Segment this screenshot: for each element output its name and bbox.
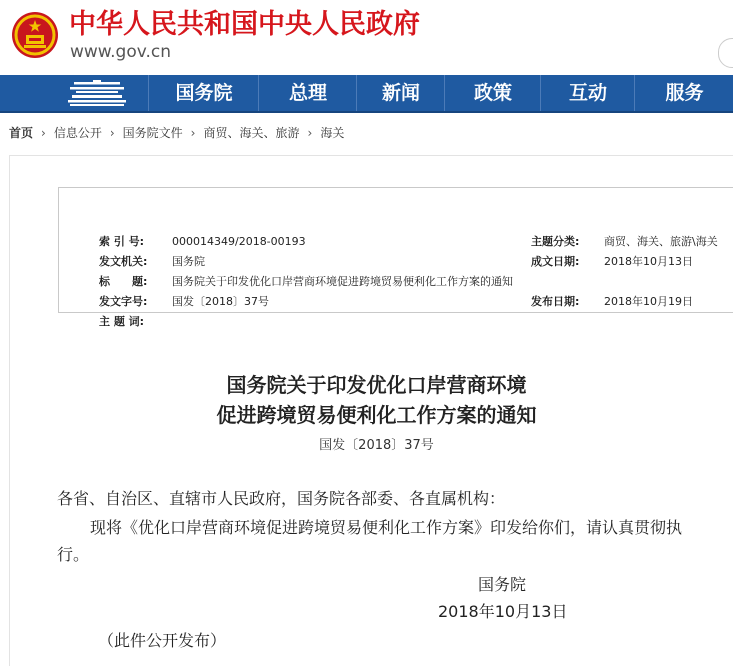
article-container — [9, 155, 733, 666]
written-date-label: 成文日期: — [531, 255, 580, 268]
chevron-right-icon: › — [190, 126, 196, 140]
signature: 国务院 — [478, 575, 527, 594]
document-metadata-table — [58, 187, 733, 328]
meta-row-subject — [99, 313, 172, 331]
salutation: 各省、自治区、直辖市人民政府，国务院各部委、各直属机构： — [57, 489, 506, 508]
nav-item-premier[interactable]: 总理 — [258, 75, 357, 111]
chevron-right-icon: › — [41, 126, 46, 140]
publish-date-value: 2018年10月19日 — [604, 295, 693, 308]
chevron-right-icon: › — [307, 126, 313, 140]
document-number: 国发〔2018〕37号 — [319, 438, 434, 453]
chevron-right-icon: › — [109, 126, 115, 140]
body-line-2: 行。 — [57, 545, 90, 564]
site-header — [0, 0, 733, 75]
tiananmen-home-icon[interactable] — [0, 75, 148, 111]
meta-row-issuer — [99, 253, 205, 271]
title-label: 标 题: — [99, 275, 148, 288]
written-date-value: 2018年10月13日 — [604, 255, 693, 268]
breadcrumb-info-disclosure-link[interactable]: 信息公开 — [53, 126, 102, 140]
document-title-line-1: 国务院关于印发优化口岸营商环境 — [226, 373, 527, 397]
issue-date: 2018年10月13日 — [438, 602, 568, 621]
nav-item-interaction[interactable]: 互动 — [540, 75, 635, 111]
search-box[interactable] — [718, 38, 733, 68]
index-value: 000014349/2018-00193 — [172, 235, 306, 248]
docno-label: 发文字号: — [99, 295, 148, 308]
site-url: www.gov.cn — [70, 42, 172, 62]
national-emblem-icon — [11, 11, 59, 59]
nav-item-services[interactable]: 服务 — [634, 75, 733, 111]
index-label: 索 引 号: — [99, 235, 145, 248]
breadcrumb-home-link[interactable]: 首页 — [9, 126, 34, 140]
docno-value: 国发〔2018〕37号 — [172, 295, 269, 308]
nav-item-news[interactable]: 新闻 — [356, 75, 445, 111]
publish-date-label: 发布日期: — [531, 295, 580, 308]
publication-note: （此件公开发布） — [98, 631, 227, 650]
document-title-line-2: 促进跨境贸易便利化工作方案的通知 — [216, 403, 537, 427]
topic-value: 商贸、海关、旅游\海关 — [604, 235, 718, 248]
breadcrumb-customs-link[interactable]: 海关 — [320, 126, 345, 140]
title-value: 国务院关于印发优化口岸营商环境促进跨境贸易便利化工作方案的通知 — [172, 275, 513, 288]
body-line-1: 现将《优化口岸营商环境促进跨境贸易便利化工作方案》印发给你们，请认真贯彻执 — [90, 518, 683, 537]
subject-label: 主 题 词: — [99, 315, 145, 328]
site-name: 中华人民共和国中央人民政府 — [69, 9, 420, 40]
main-nav — [0, 75, 733, 113]
breadcrumb — [9, 121, 344, 145]
issuer-value: 国务院 — [172, 255, 205, 268]
breadcrumb-state-council-docs-link[interactable]: 国务院文件 — [122, 126, 183, 140]
breadcrumb-trade-customs-tourism-link[interactable]: 商贸、海关、旅游 — [203, 126, 300, 140]
nav-item-policy[interactable]: 政策 — [444, 75, 541, 111]
nav-item-state-council[interactable]: 国务院 — [148, 75, 259, 111]
meta-row-docno — [99, 293, 269, 311]
meta-row-index — [99, 233, 306, 251]
topic-label: 主题分类: — [531, 235, 580, 248]
issuer-label: 发文机关: — [99, 255, 148, 268]
meta-row-title — [99, 273, 513, 291]
